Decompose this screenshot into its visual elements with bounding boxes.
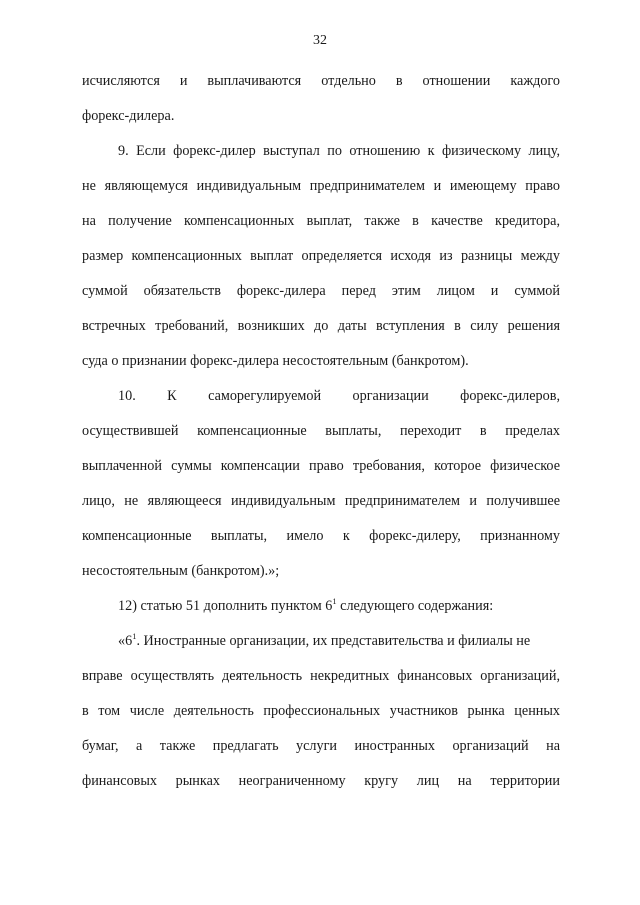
superscript: 1	[132, 631, 137, 641]
text-line: лицо, не являющееся индивидуальным предпринимателем и получившее	[82, 493, 560, 509]
text-line: размер компенсационных выплат определяется исходя из разницы между	[82, 248, 560, 264]
text-line: 10. К саморегулируемой организации форекс-дилеров,	[118, 388, 560, 404]
text-line: суммой обязательств форекс-дилера перед этим лицом и суммой	[82, 283, 560, 299]
text-line: финансовых рынках неограниченному кругу лиц на территории	[82, 773, 560, 789]
text-line	[118, 632, 560, 650]
text-line: в том числе деятельность профессиональных участников рынка ценных	[82, 703, 560, 719]
text-line: несостоятельным (банкротом).»;	[82, 563, 280, 579]
superscript: 1	[332, 596, 337, 606]
text-line: на получение компенсационных выплат, также в качестве кредитора,	[82, 213, 560, 229]
text-line: бумаг, а также предлагать услуги иностранных организаций на	[82, 738, 560, 754]
text-line: форекс-дилера.	[82, 108, 175, 124]
text-fragment: . Иностранные организации, их представительства и филиалы не	[136, 633, 531, 649]
text-line: вправе осуществлять деятельность некредитных финансовых организаций,	[82, 668, 560, 684]
text-line: встречных требований, возникших до даты вступления в силу решения	[82, 318, 560, 334]
text-fragment: 12) статью 51 дополнить пунктом 6	[118, 598, 333, 614]
text-line: не являющемуся индивидуальным предпринимателем и имеющему право	[82, 178, 560, 194]
text-line: 9. Если форекс-дилер выступал по отношению к физическому лицу,	[118, 143, 560, 159]
text-line: выплаченной суммы компенсации право требования, которое физическое	[82, 458, 560, 474]
text-line: осуществившей компенсационные выплаты, переходит в пределах	[82, 423, 560, 439]
text-line: суда о признании форекс-дилера несостоятельным (банкротом).	[82, 353, 469, 369]
text-fragment: «6	[118, 633, 133, 649]
text-line: исчисляются и выплачиваются отдельно в отношении каждого	[82, 73, 560, 89]
text-line	[118, 597, 560, 615]
text-fragment: следующего содержания:	[336, 598, 494, 614]
page-number: 32	[313, 33, 327, 48]
text-line: компенсационные выплаты, имело к форекс-дилеру, признанному	[82, 528, 560, 544]
